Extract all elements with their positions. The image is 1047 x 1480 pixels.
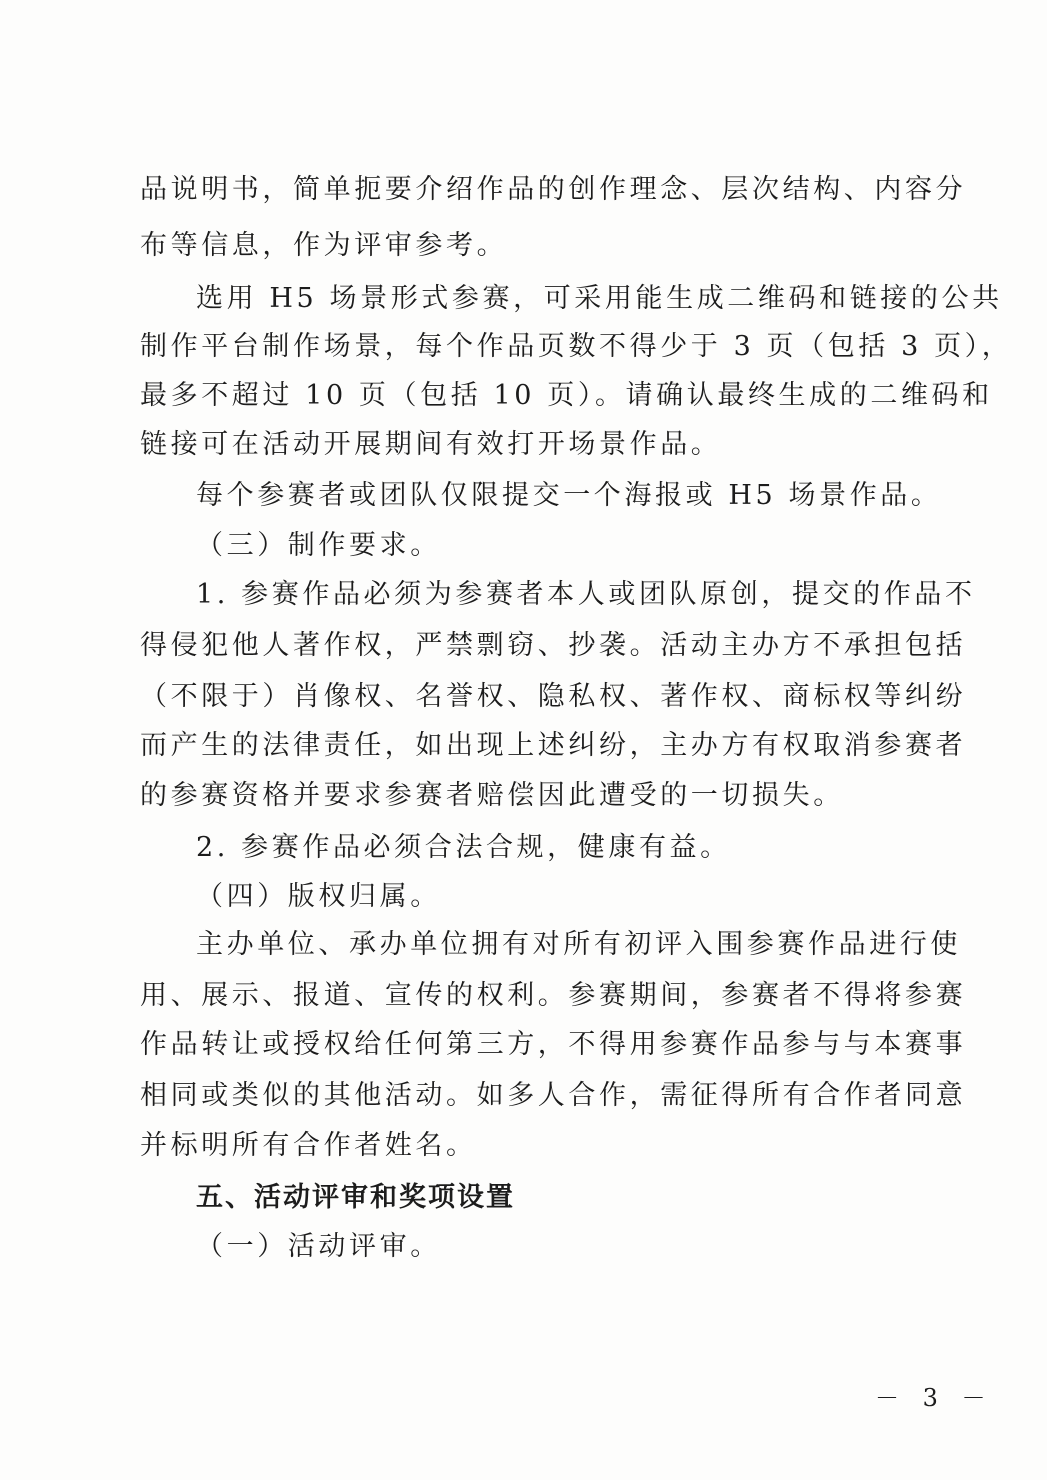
subsection-heading: （一）活动评审。	[196, 1231, 441, 1262]
page-number: － 3 －	[875, 1384, 994, 1412]
text-line: 链接可在活动开展期间有效打开场景作品。	[140, 429, 722, 460]
text-line: 每个参赛者或团队仅限提交一个海报或 H5 场景作品。	[196, 480, 942, 511]
text-line: 而产生的法律责任，如出现上述纠纷，主办方有权取消参赛者	[140, 730, 967, 761]
text-line: 得侵犯他人著作权，严禁剽窃、抄袭。活动主办方不承担包括	[140, 630, 967, 661]
text-line: 1. 参赛作品必须为参赛者本人或团队原创，提交的作品不	[196, 579, 976, 610]
text-line: 制作平台制作场景，每个作品页数不得少于 3 页（包括 3 页），	[140, 331, 1013, 362]
text-line: 作品转让或授权给任何第三方，不得用参赛作品参与与本赛事	[140, 1029, 967, 1060]
text-line: （不限于）肖像权、名誉权、隐私权、著作权、商标权等纠纷	[140, 681, 967, 712]
section-heading: 五、活动评审和奖项设置	[196, 1182, 515, 1213]
text-line: 2. 参赛作品必须合法合规，健康有益。	[196, 832, 731, 863]
text-line: 相同或类似的其他活动。如多人合作，需征得所有合作者同意	[140, 1080, 967, 1111]
subsection-heading: （四）版权归属。	[196, 881, 441, 912]
text-line: 最多不超过 10 页（包括 10 页）。请确认最终生成的二维码和	[140, 380, 993, 411]
text-line: 用、展示、报道、宣传的权利。参赛期间，参赛者不得将参赛	[140, 980, 967, 1011]
text-line: 的参赛资格并要求参赛者赔偿因此遭受的一切损失。	[140, 780, 844, 811]
subsection-heading: （三）制作要求。	[196, 530, 441, 561]
text-line: 选用 H5 场景形式参赛，可采用能生成二维码和链接的公共	[196, 283, 1003, 314]
text-line: 主办单位、承办单位拥有对所有初评入围参赛作品进行使	[196, 929, 961, 960]
text-line: 布等信息，作为评审参考。	[140, 230, 508, 261]
text-line: 并标明所有合作者姓名。	[140, 1130, 477, 1161]
text-line: 品说明书，简单扼要介绍作品的创作理念、层次结构、内容分	[140, 174, 967, 205]
